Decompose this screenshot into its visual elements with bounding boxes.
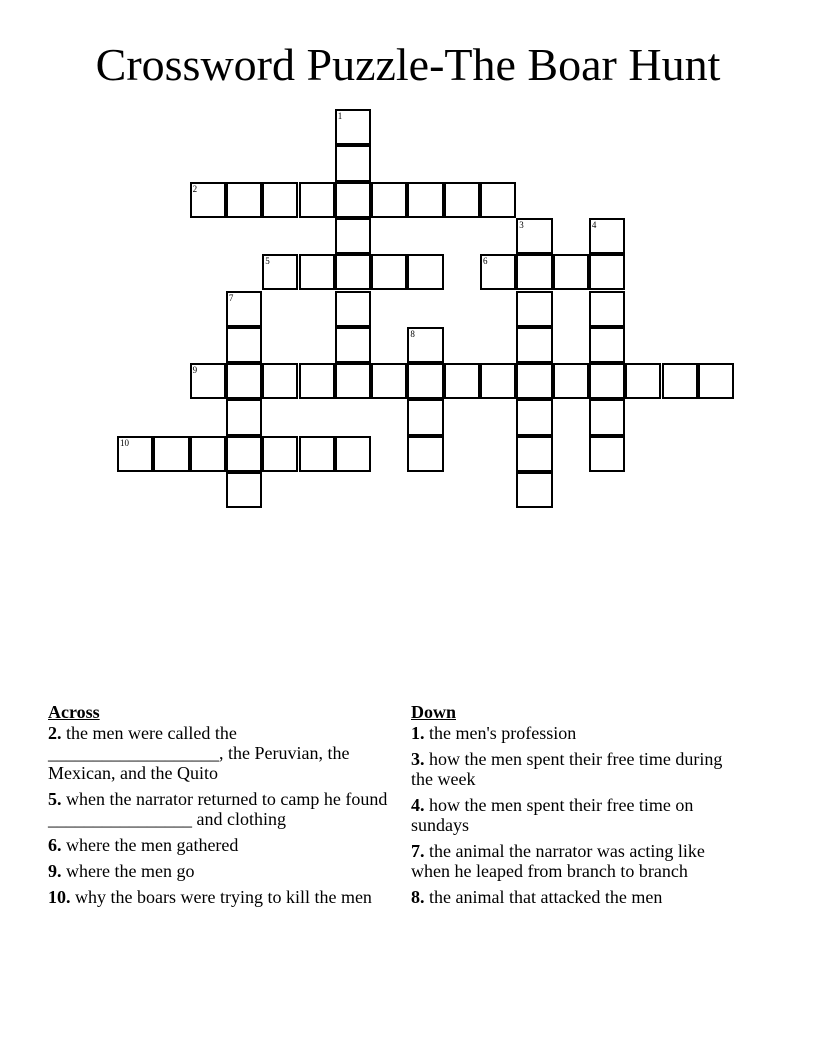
grid-cell[interactable] <box>589 254 625 290</box>
clue-number: 6 <box>483 256 488 267</box>
grid-cell[interactable] <box>335 436 371 472</box>
clue-number: 8 <box>410 328 415 339</box>
grid-cell[interactable] <box>335 363 371 399</box>
grid-cell[interactable] <box>335 145 371 181</box>
grid-cell[interactable] <box>516 218 552 254</box>
grid-cell[interactable] <box>625 363 661 399</box>
grid-cell[interactable] <box>299 363 335 399</box>
clue-number: 1. <box>411 723 425 743</box>
grid-cell[interactable] <box>335 109 371 145</box>
grid-cell[interactable] <box>589 291 625 327</box>
across-clues <box>48 702 403 913</box>
across-clue <box>48 835 403 855</box>
grid-cell[interactable] <box>516 291 552 327</box>
down-clue <box>411 723 741 743</box>
down-heading: Down <box>411 702 457 722</box>
clue-number: 9. <box>48 861 62 881</box>
grid-cell[interactable] <box>407 254 443 290</box>
clue-number: 5 <box>265 256 270 267</box>
clue-number: 5. <box>48 789 62 809</box>
grid-cell[interactable] <box>589 218 625 254</box>
grid-cell[interactable] <box>407 327 443 363</box>
grid-cell[interactable] <box>262 363 298 399</box>
clue-number: 8. <box>411 887 425 907</box>
grid-cell[interactable] <box>698 363 734 399</box>
grid-cell[interactable] <box>299 436 335 472</box>
clue-text: why the boars were trying to kill the men <box>70 887 372 907</box>
across-clue <box>48 789 403 829</box>
grid-cell[interactable] <box>407 363 443 399</box>
grid-cell[interactable] <box>190 436 226 472</box>
grid-cell[interactable] <box>153 436 189 472</box>
grid-cell[interactable] <box>444 363 480 399</box>
grid-cell[interactable] <box>226 436 262 472</box>
grid-cell[interactable] <box>480 254 516 290</box>
clue-number: 9 <box>192 365 198 376</box>
clue-number: 10. <box>48 887 71 907</box>
clue-number: 3. <box>411 749 425 769</box>
clue-number: 7 <box>228 292 234 303</box>
clue-text: the men's profession <box>424 723 577 743</box>
clue-text: how the men spent their free time on sundays <box>411 795 694 835</box>
clue-text: the animal that attacked the men <box>424 887 663 907</box>
grid-cell[interactable] <box>299 254 335 290</box>
across-heading: Across <box>48 702 100 722</box>
grid-cell[interactable] <box>589 327 625 363</box>
clue-number: 2 <box>192 183 198 194</box>
grid-cell[interactable] <box>371 182 407 218</box>
grid-cell[interactable] <box>589 399 625 435</box>
grid-cell[interactable] <box>371 363 407 399</box>
grid-cell[interactable] <box>480 363 516 399</box>
grid-cell[interactable] <box>589 363 625 399</box>
grid-cell[interactable] <box>589 436 625 472</box>
grid-cell[interactable] <box>226 182 262 218</box>
grid-cell[interactable] <box>516 363 552 399</box>
grid-cell[interactable] <box>407 182 443 218</box>
grid-cell[interactable] <box>553 363 589 399</box>
clue-number: 10 <box>120 437 129 448</box>
clue-number: 4. <box>411 795 425 815</box>
grid-cell[interactable] <box>407 399 443 435</box>
grid-cell[interactable] <box>190 363 226 399</box>
grid-cell[interactable] <box>407 436 443 472</box>
grid-cell[interactable] <box>335 182 371 218</box>
grid-cell[interactable] <box>226 399 262 435</box>
down-clue <box>411 795 741 835</box>
grid-cell[interactable] <box>335 327 371 363</box>
clue-number: 4 <box>591 219 597 230</box>
grid-cell[interactable] <box>516 436 552 472</box>
grid-cell[interactable] <box>516 254 552 290</box>
clue-text: where the men go <box>61 861 195 881</box>
clue-number: 1 <box>337 111 343 121</box>
grid-cell[interactable] <box>226 472 262 508</box>
across-clue <box>48 887 403 907</box>
grid-cell[interactable] <box>480 182 516 218</box>
grid-cell[interactable] <box>226 291 262 327</box>
across-clue <box>48 861 403 881</box>
clue-number: 6. <box>48 835 62 855</box>
clue-text: where the men gathered <box>61 835 239 855</box>
grid-cell[interactable] <box>299 182 335 218</box>
grid-cell[interactable] <box>662 363 698 399</box>
grid-cell[interactable] <box>335 218 371 254</box>
grid-cell[interactable] <box>262 254 298 290</box>
clue-number: 2. <box>48 723 62 743</box>
clue-text: the animal the narrator was acting like when he leaped from branch to branch <box>411 841 705 881</box>
clue-number: 7. <box>411 841 425 861</box>
down-clues <box>411 702 741 913</box>
clue-number: 3 <box>519 219 524 230</box>
grid-cell[interactable] <box>117 436 153 472</box>
across-clue <box>48 723 403 783</box>
grid-cell[interactable] <box>335 291 371 327</box>
down-clue <box>411 749 741 789</box>
clue-text: the men were called the ___________________, the Peruvian, the Mexican, and the Quito <box>48 723 350 783</box>
grid-cell[interactable] <box>516 399 552 435</box>
page-title: Crossword Puzzle-The Boar Hunt <box>95 39 721 90</box>
grid-cell[interactable] <box>226 363 262 399</box>
down-clue <box>411 887 741 907</box>
grid-cell[interactable] <box>371 254 407 290</box>
clue-text: how the men spent their free time during the week <box>411 749 723 789</box>
grid-cell[interactable] <box>226 327 262 363</box>
grid-cell[interactable] <box>262 182 298 218</box>
grid-cell[interactable] <box>335 254 371 290</box>
grid-cell[interactable] <box>444 182 480 218</box>
grid-cell[interactable] <box>190 182 226 218</box>
grid-cell[interactable] <box>262 436 298 472</box>
grid-cell[interactable] <box>553 254 589 290</box>
grid-cell[interactable] <box>516 327 552 363</box>
grid-cell[interactable] <box>516 472 552 508</box>
down-clue <box>411 841 741 881</box>
clue-text: when the narrator returned to camp he found ________________ and clothing <box>48 789 388 829</box>
